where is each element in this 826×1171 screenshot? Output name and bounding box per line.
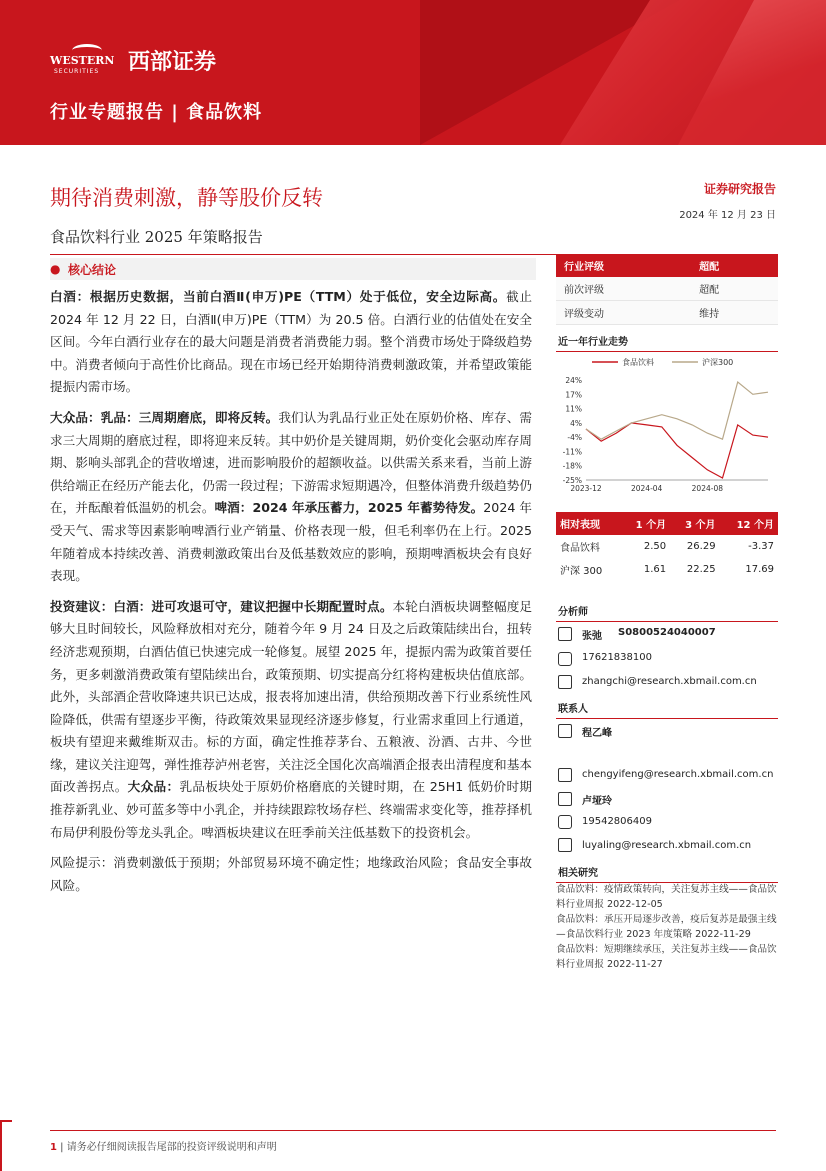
related-research-list: [556, 882, 778, 972]
person-icon: [558, 792, 572, 806]
x-tick-label: 2023-12: [570, 484, 602, 493]
y-tick-label: 11%: [565, 404, 582, 414]
header-banner: [0, 0, 826, 145]
research-section-title: 相关研究: [556, 864, 778, 883]
y-tick-label: -25%: [562, 476, 582, 485]
phone-icon: [558, 815, 572, 829]
email-icon: [558, 838, 572, 852]
footer-divider: [50, 1130, 776, 1131]
analyst-phone: 17621838100: [582, 652, 652, 663]
bullet-icon: ●: [50, 262, 61, 276]
table-row: 沪深 300 1.61 22.25 17.69: [560, 564, 774, 577]
person-icon: [558, 724, 572, 738]
y-tick-label: -4%: [567, 433, 582, 443]
person-icon: [558, 627, 572, 641]
trend-chart: [556, 352, 778, 502]
main-body: [50, 286, 532, 905]
contact-email[interactable]: luyaling@research.xbmail.com.cn: [582, 840, 752, 851]
paragraph-investment: 投资建议：白酒：进可攻退可守，建议把握中长期配置时点。本轮白酒板块调整幅度足够大且时间较长，风险释放相对充分，随着今年 9 月 24 日及之后政策陆续出台，扭转经济悲观预期，白酒估值已快速完成一轮修复。展望 2025 年，提振内需为政策首要任务，更多刺激消费政策有望陆续出台，政策预期、切实提高分红将构建板块估值底部。此外，头部酒企营收降速共识已达成，报表将加速出清，供给预期改善下行业系统性风险降低，供需有望逐步平衡，待政策效果显现经济逐步修复，行业需求重回上行通道，板块有望迎来戴维斯双击。标的方面，确定性推荐茅台、五粮液、汾酒、古井、今世缘，建议关注迎驾，弹性推荐泸州老窖，关注泛全国化次高端酒企报表出清程度和基本面改善拐点。大众品：乳品板块处于原奶价格磨底的关键时期，在 25H1 低奶价时期推荐新乳业、妙可蓝多等中小乳企，并持续跟踪牧场存栏、终端需求变化等，推荐择机布局伊利股份等龙头乳企。啤酒板块建议在旺季前关注低基数下的投资机会。: [50, 598, 533, 840]
contact-name: 程乙峰: [582, 728, 612, 739]
report-subtitle: 食品饮料行业 2025 年策略报告: [50, 228, 263, 246]
paragraph-mass-goods: 大众品：乳品：三周期磨底，即将反转。我们认为乳品行业正处在原奶价格、库存、需求三大周期的磨底过程，即将迎来反转。其中奶价是关键周期，奶价变化会驱动库存周期、影响头部乳企的营收增速，进而影响股价的超额收益。以供需关系来看，当前上游供给端正在经历产能去化，仍需一段过程；下游需求短期遇冷，但整体消费升级趋势仍在，并酝酿着低温奶的机会。啤酒：2024 年承压蓄力，2025 年蓄势待发。2024 年受天气、需求等因素影响啤酒行业产销量、价格表现一般，但毛利率仍在上行。2025 年随着成本持续改善、消费刺激政策出台及低基数效应的影响，预期啤酒板块会有良好表现。: [50, 409, 533, 584]
company-logo: [50, 44, 216, 76]
perf-header: 12 个月: [720, 512, 778, 535]
corner-decoration: [0, 1120, 12, 1171]
footer-separator: |: [60, 1142, 67, 1153]
brand-name: 西部证券: [128, 49, 217, 75]
report-title: 期待消费刺激，静等股价反转: [50, 186, 323, 210]
footer-disclaimer: 请务必仔细阅读报告尾部的投资评级说明和声明: [66, 1142, 277, 1153]
email-icon: [558, 768, 572, 782]
perf-header: 相对表现: [556, 512, 621, 535]
research-item[interactable]: 食品饮料：短期继续承压，关注复苏主线——食品饮料行业周报 2022-11-27: [556, 944, 777, 970]
legend-label: 食品饮料: [622, 358, 654, 367]
analyst-email[interactable]: zhangchi@research.xbmail.com.cn: [582, 676, 757, 687]
rating-label: 前次评级: [556, 277, 691, 301]
perf-header: 3 个月: [670, 512, 719, 535]
y-tick-label: 4%: [570, 418, 582, 428]
series-line: [586, 423, 768, 478]
y-tick-label: 17%: [565, 390, 582, 400]
chart-title: 近一年行业走势: [556, 333, 778, 352]
analyst-cert: S0800524040007: [618, 627, 716, 638]
contact-email[interactable]: chengyifeng@research.xbmail.com.cn: [582, 769, 774, 780]
research-item[interactable]: 食品饮料：承压开局逐步改善，疫后复苏是最强主线—食品饮料行业 2023 年度策略 2022-11-29: [556, 914, 777, 940]
x-tick-label: 2024-08: [691, 484, 724, 493]
report-type: 证券研究报告: [703, 182, 776, 196]
analyst-name: 张弛: [582, 631, 602, 642]
page-number: 1: [50, 1142, 57, 1153]
trend-chart-svg: [556, 352, 778, 502]
rating-label: 评级变动: [556, 301, 691, 325]
rating-value: 维持: [691, 301, 778, 325]
perf-header: 1 个月: [621, 512, 670, 535]
y-tick-label: -18%: [562, 461, 582, 471]
table-row: 食品饮料 2.50 26.29 -3.37: [560, 541, 774, 554]
section-header: [50, 258, 536, 280]
y-tick-label: -11%: [562, 447, 582, 457]
paragraph-baijiu: 白酒：根据历史数据，当前白酒Ⅱ(申万)PE（TTM）处于低位，安全边际高。截止 2024 年 12 月 22 日，白酒Ⅱ(申万)PE（TTM）为 20.5 倍。白酒行业的估值处在安全区间。今年白酒行业存在的最大问题是消费者消费能力弱。整个消费市场处于降级趋势中。消费者倾向于高性价比商品。现在市场已经开始期待消费刺激政策，并希望政策能提振内需市场。: [50, 289, 533, 395]
contact-section-title: 联系人: [556, 700, 778, 719]
footer: [50, 1138, 277, 1153]
legend-label: 沪深300: [702, 358, 734, 367]
contact-phone: 19542806409: [582, 816, 652, 827]
sidebar: [556, 254, 778, 581]
research-item[interactable]: 食品饮料：疫情政策转向，关注复苏主线——食品饮料行业周报 2022-12-05: [556, 884, 777, 910]
bull-horn-icon: WESTERN SECURITIES: [50, 44, 124, 76]
y-tick-label: 24%: [565, 376, 582, 385]
rating-header-label: 行业评级: [556, 254, 691, 277]
x-tick-label: 2024-04: [630, 484, 663, 493]
rating-table: [556, 254, 778, 325]
report-date: 2024 年 12 月 23 日: [679, 210, 776, 221]
report-category: 行业专题报告 | 食品饮料: [50, 102, 263, 123]
phone-icon: [558, 652, 572, 666]
analyst-section-title: 分析师: [556, 603, 778, 622]
section-title: 核心结论: [68, 263, 117, 277]
contact-name: 卢垭玲: [582, 796, 612, 807]
series-line: [586, 382, 768, 439]
performance-table: [556, 512, 778, 581]
rating-header-value: 超配: [691, 254, 778, 277]
rating-value: 超配: [691, 277, 778, 301]
paragraph-risk: 风险提示：消费刺激低于预期；外部贸易环境不确定性；地缘政治风险；食品安全事故风险。: [50, 855, 532, 893]
email-icon: [558, 675, 572, 689]
